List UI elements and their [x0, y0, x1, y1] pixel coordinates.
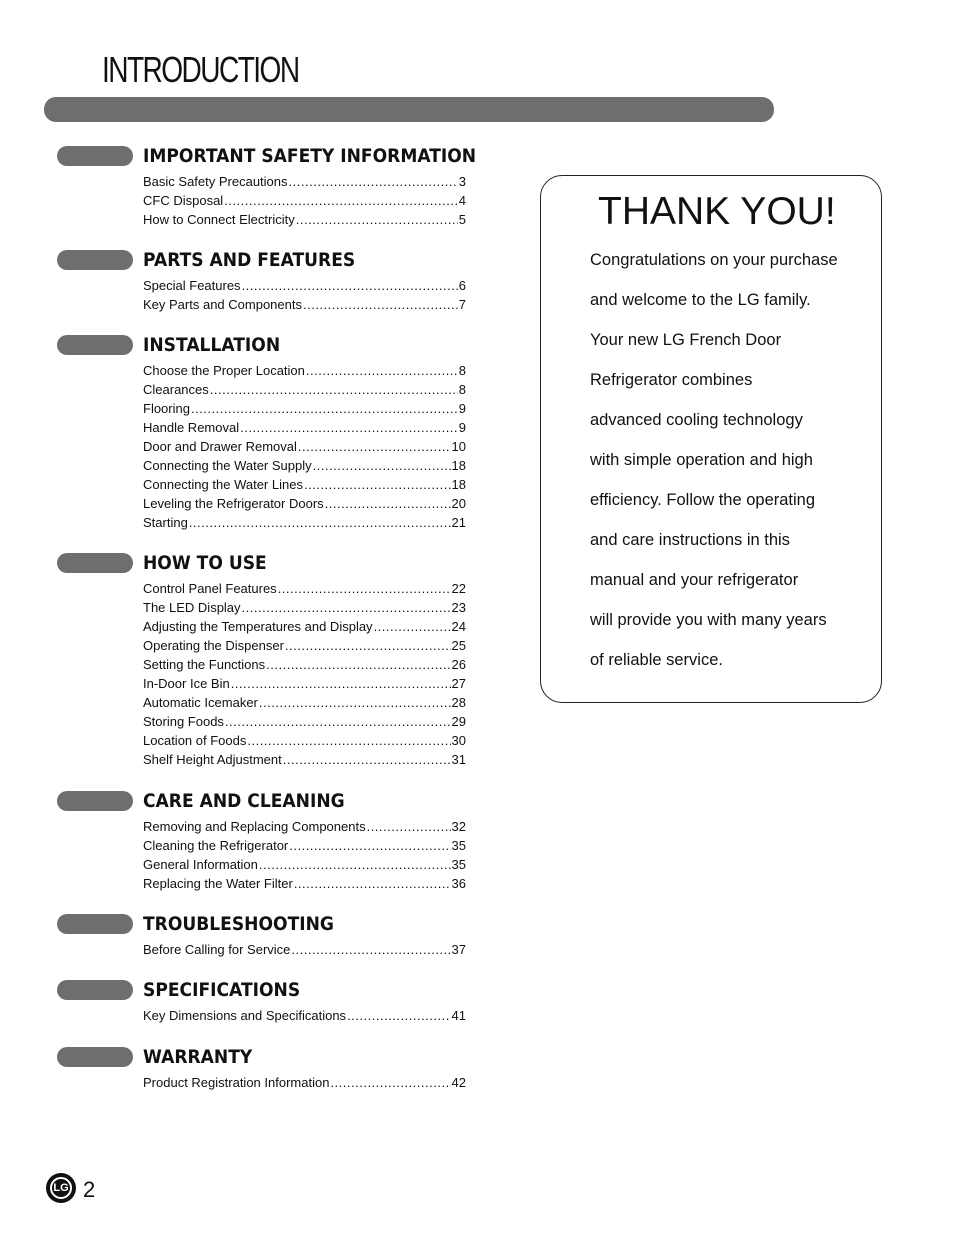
- entry-label: Removing and Replacing Components: [143, 819, 366, 834]
- dot-leader: [231, 674, 451, 693]
- section-marker: [57, 250, 133, 270]
- dot-leader: [240, 418, 458, 437]
- entry-label: Location of Foods: [143, 733, 247, 748]
- entry-label: Key Dimensions and Specifications: [143, 1008, 347, 1023]
- toc-entry: [143, 712, 466, 731]
- entry-page-number: 8: [458, 382, 466, 397]
- entry-label: Handle Removal: [143, 420, 240, 435]
- entry-label: Connecting the Water Lines: [143, 477, 303, 492]
- toc-entry: [143, 855, 466, 874]
- dot-leader: [374, 617, 451, 636]
- toc-entry: [143, 617, 466, 636]
- message-line: Your new LG French Door: [590, 331, 782, 349]
- section-marker: [57, 553, 133, 573]
- entry-label: Product Registration Information: [143, 1075, 330, 1090]
- entry-label: Door and Drawer Removal: [143, 439, 297, 454]
- message-line: manual and your refrigerator: [590, 571, 799, 589]
- dot-leader: [210, 380, 458, 399]
- dot-leader: [313, 456, 451, 475]
- entry-page-number: 5: [458, 212, 466, 227]
- section-heading: HOW TO USE: [143, 552, 267, 574]
- entry-label: Operating the Dispenser: [143, 638, 284, 653]
- lg-logo-mark: LG: [50, 1177, 72, 1199]
- dot-leader: [325, 494, 451, 513]
- entry-label: Control Panel Features: [143, 581, 277, 596]
- message-line: and care instructions in this: [590, 531, 790, 549]
- toc-entry: [143, 731, 466, 750]
- dot-leader: [367, 817, 451, 836]
- entry-page-number: 35: [451, 857, 466, 872]
- dot-leader: [278, 579, 451, 598]
- section-entries: [143, 276, 466, 314]
- dot-leader: [242, 598, 451, 617]
- toc-entry: [143, 636, 466, 655]
- dot-leader: [189, 513, 451, 532]
- entry-page-number: 30: [451, 733, 466, 748]
- section-entries: [143, 817, 466, 893]
- toc-entry: [143, 494, 466, 513]
- toc-entry: [143, 361, 466, 380]
- entry-page-number: 6: [458, 278, 466, 293]
- section-heading: PARTS AND FEATURES: [143, 249, 356, 271]
- dot-leader: [225, 712, 451, 731]
- dot-leader: [283, 750, 451, 769]
- section-entries: [143, 940, 466, 959]
- dot-leader: [296, 210, 458, 229]
- section-entries: [143, 1006, 466, 1025]
- dot-leader: [242, 276, 458, 295]
- entry-label: Automatic Icemaker: [143, 695, 258, 710]
- entry-page-number: 18: [451, 458, 466, 473]
- entry-label: Shelf Height Adjustment: [143, 752, 282, 767]
- toc-entry: [143, 579, 466, 598]
- message-line: advanced cooling technology: [590, 411, 803, 429]
- toc-entry: [143, 191, 466, 210]
- dot-leader: [303, 295, 458, 314]
- entry-page-number: 28: [451, 695, 466, 710]
- entry-page-number: 9: [458, 401, 466, 416]
- entry-label: Before Calling for Service: [143, 942, 291, 957]
- dot-leader: [289, 172, 458, 191]
- entry-page-number: 42: [451, 1075, 466, 1090]
- section-heading: INSTALLATION: [143, 334, 281, 356]
- dot-leader: [289, 836, 450, 855]
- section-marker: [57, 146, 133, 166]
- entry-page-number: 25: [451, 638, 466, 653]
- dot-leader: [347, 1006, 450, 1025]
- message-line: with simple operation and high: [590, 451, 813, 469]
- dot-leader: [191, 399, 458, 418]
- toc-entry: [143, 210, 466, 229]
- toc-entry: [143, 475, 466, 494]
- section-entries: [143, 172, 466, 229]
- toc-entry: [143, 1006, 466, 1025]
- toc-entry: [143, 598, 466, 617]
- entry-page-number: 36: [451, 876, 466, 891]
- entry-label: Basic Safety Precautions: [143, 174, 288, 189]
- entry-label: Adjusting the Temperatures and Display: [143, 619, 373, 634]
- message-line: of reliable service.: [590, 651, 723, 669]
- entry-label: Special Features: [143, 278, 241, 293]
- entry-page-number: 37: [451, 942, 466, 957]
- entry-page-number: 23: [451, 600, 466, 615]
- toc-entry: [143, 817, 466, 836]
- toc-entry: [143, 874, 466, 893]
- message-line: Refrigerator combines: [590, 371, 753, 389]
- toc-entry: [143, 456, 466, 475]
- entry-page-number: 29: [451, 714, 466, 729]
- thank-you-message: [590, 240, 870, 680]
- entry-label: Storing Foods: [143, 714, 224, 729]
- dot-leader: [266, 655, 450, 674]
- section-entries: [143, 361, 466, 532]
- entry-page-number: 27: [451, 676, 466, 691]
- entry-page-number: 10: [451, 439, 466, 454]
- dot-leader: [291, 940, 450, 959]
- entry-page-number: 8: [458, 363, 466, 378]
- toc-entry: [143, 750, 466, 769]
- section-heading: WARRANTY: [143, 1046, 253, 1068]
- entry-label: Replacing the Water Filter: [143, 876, 293, 891]
- entry-page-number: 24: [451, 619, 466, 634]
- dot-leader: [298, 437, 451, 456]
- dot-leader: [224, 191, 458, 210]
- dot-leader: [330, 1073, 450, 1092]
- entry-page-number: 3: [458, 174, 466, 189]
- entry-page-number: 4: [458, 193, 466, 208]
- section-entries: [143, 579, 466, 769]
- toc-entry: [143, 836, 466, 855]
- section-heading: IMPORTANT SAFETY INFORMATION: [143, 145, 477, 167]
- message-line: and welcome to the LG family.: [590, 291, 811, 309]
- section-marker: [57, 980, 133, 1000]
- section-heading: SPECIFICATIONS: [143, 979, 301, 1001]
- toc-entry: [143, 437, 466, 456]
- entry-label: The LED Display: [143, 600, 241, 615]
- toc-entry: [143, 655, 466, 674]
- toc-entry: [143, 1073, 466, 1092]
- thank-you-heading: THANK YOU!: [598, 190, 836, 233]
- dot-leader: [247, 731, 450, 750]
- entry-label: Cleaning the Refrigerator: [143, 838, 289, 853]
- entry-label: Flooring: [143, 401, 190, 416]
- section-marker: [57, 1047, 133, 1067]
- entry-page-number: 9: [458, 420, 466, 435]
- toc-entry: [143, 674, 466, 693]
- entry-page-number: 41: [451, 1008, 466, 1023]
- section-entries: [143, 1073, 466, 1092]
- dot-leader: [259, 855, 451, 874]
- entry-label: Clearances: [143, 382, 209, 397]
- message-line: will provide you with many years: [590, 611, 827, 629]
- entry-label: CFC Disposal: [143, 193, 224, 208]
- thank-you-box: [540, 175, 882, 703]
- title-bar: [44, 97, 774, 122]
- entry-label: In-Door Ice Bin: [143, 676, 230, 691]
- message-line: Congratulations on your purchase: [590, 251, 838, 269]
- section-heading: TROUBLESHOOTING: [143, 913, 334, 935]
- section-heading: CARE AND CLEANING: [143, 790, 345, 812]
- toc-entry: [143, 513, 466, 532]
- entry-label: Starting: [143, 515, 188, 530]
- toc-entry: [143, 172, 466, 191]
- toc-entry: [143, 940, 466, 959]
- entry-page-number: 18: [451, 477, 466, 492]
- entry-page-number: 21: [451, 515, 466, 530]
- dot-leader: [306, 361, 458, 380]
- entry-label: How to Connect Electricity: [143, 212, 295, 227]
- entry-page-number: 22: [451, 581, 466, 596]
- section-marker: [57, 914, 133, 934]
- entry-label: Setting the Functions: [143, 657, 266, 672]
- entry-page-number: 32: [451, 819, 466, 834]
- section-marker: [57, 335, 133, 355]
- page-number: 2: [83, 1177, 96, 1202]
- entry-page-number: 35: [451, 838, 466, 853]
- dot-leader: [285, 636, 451, 655]
- toc-entry: [143, 399, 466, 418]
- dot-leader: [294, 874, 451, 893]
- toc-entry: [143, 693, 466, 712]
- entry-label: Leveling the Refrigerator Doors: [143, 496, 324, 511]
- entry-label: Key Parts and Components: [143, 297, 302, 312]
- entry-page-number: 26: [451, 657, 466, 672]
- entry-page-number: 7: [458, 297, 466, 312]
- entry-page-number: 31: [451, 752, 466, 767]
- lg-logo-icon: [46, 1173, 76, 1203]
- dot-leader: [259, 693, 451, 712]
- entry-page-number: 20: [451, 496, 466, 511]
- dot-leader: [304, 475, 451, 494]
- entry-label: Connecting the Water Supply: [143, 458, 312, 473]
- entry-label: General Information: [143, 857, 258, 872]
- message-line: efficiency. Follow the operating: [590, 491, 816, 509]
- toc-entry: [143, 380, 466, 399]
- section-marker: [57, 791, 133, 811]
- toc-entry: [143, 276, 466, 295]
- toc-entry: [143, 295, 466, 314]
- page-title: INTRODUCTION: [102, 49, 299, 90]
- toc-entry: [143, 418, 466, 437]
- entry-label: Choose the Proper Location: [143, 363, 305, 378]
